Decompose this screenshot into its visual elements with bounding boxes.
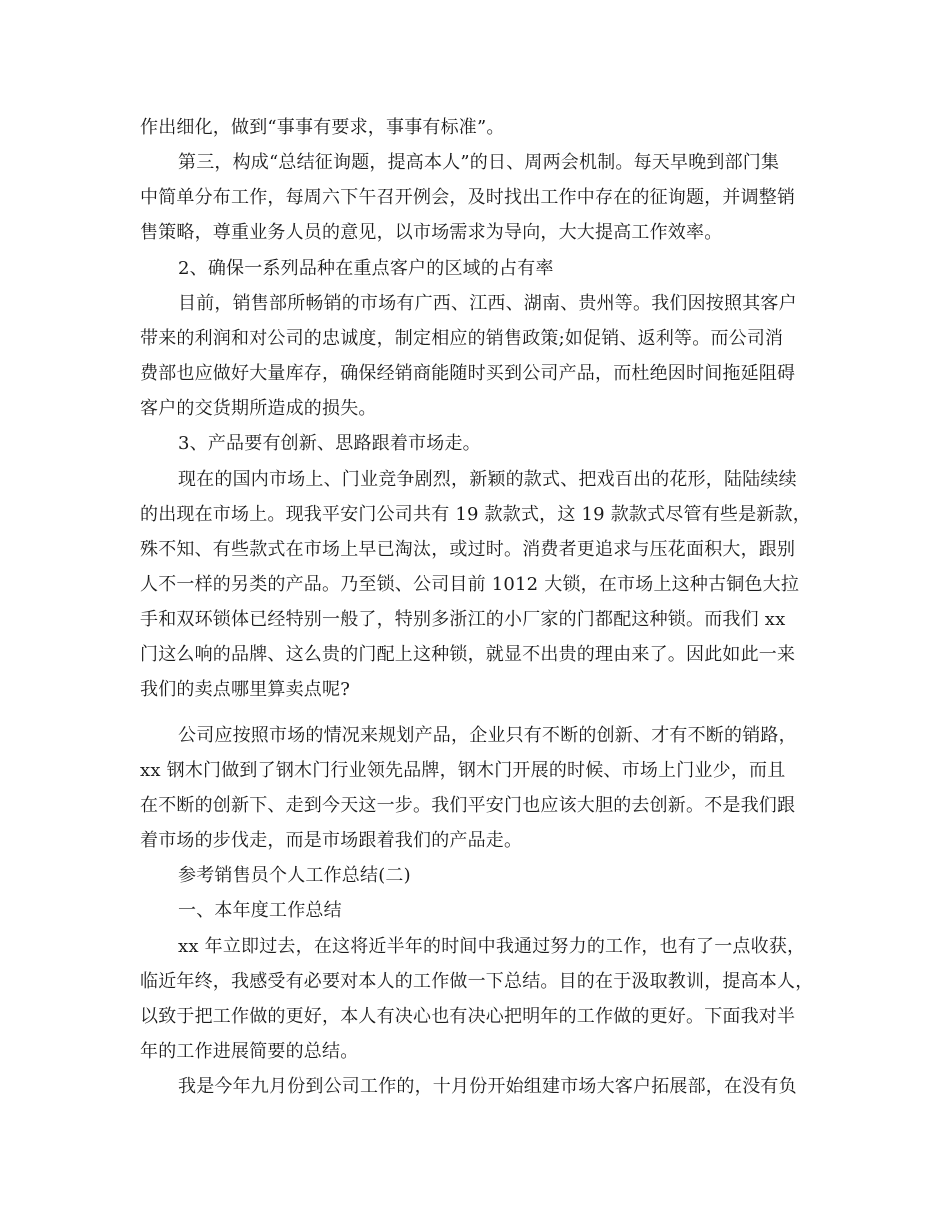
paragraph-line: 年的工作进展简要的总结。 xyxy=(140,1041,359,1062)
paragraph-line: 门这么响的品牌、这么贵的门配上这种锁，就显不出贵的理由来了。因此如此一来 xyxy=(140,644,796,665)
paragraph-line: 的出现在市场上。现我平安门公司共有 19 款款式，这 19 款款式尽管有些是新款， xyxy=(140,504,811,525)
paragraph-line: 人不一样的另类的产品。乃至锁、公司目前 1012 大锁，在市场上这种古铜色大拉 xyxy=(140,574,800,595)
paragraph-line: 手和双环锁体已经特别一般了，特别多浙江的小厂家的门都配这种锁。而我们 xx xyxy=(140,609,786,630)
paragraph-line: 现在的国内市场上、门业竞争剧烈，新颖的款式、把戏百出的花形，陆陆续续 xyxy=(178,469,797,490)
paragraph-line: 我们的卖点哪里算卖点呢? xyxy=(140,679,351,700)
paragraph-line: 临近年终，我感受有必要对本人的工作做一下总结。目的在于汲取教训，提高本人， xyxy=(140,971,814,992)
paragraph-line: 作出细化，做到“事事有要求，事事有标准”。 xyxy=(140,117,505,138)
paragraph-line: 着市场的步伐走，而是市场跟着我们的产品走。 xyxy=(140,830,523,851)
paragraph-line: 费部也应做好大量库存，确保经销商能随时买到公司产品，而杜绝因时间拖延阻碍 xyxy=(140,363,796,384)
paragraph-line: 在不断的创新下、走到今天这一步。我们平安门也应该大胆的去创新。不是我们跟 xyxy=(140,795,796,816)
paragraph-line: 以致于把工作做的更好，本人有决心也有决心把明年的工作做的更好。下面我对半 xyxy=(140,1006,796,1027)
paragraph-line: xx 年立即过去，在这将近半年的时间中我通过努力的工作，也有了一点收获， xyxy=(178,936,806,957)
paragraph-line: 我是今年九月份到公司工作的，十月份开始组建市场大客户拓展部，在没有负 xyxy=(178,1076,797,1097)
paragraph-line: xx 钢木门做到了钢木门行业领先品牌，钢木门开展的时候、市场上门业少，而且 xyxy=(140,760,786,781)
paragraph-line: 售策略，尊重业务人员的意见，以市场需求为导向，大大提高工作效率。 xyxy=(140,222,723,243)
section-title: 参考销售员个人工作总结(二) xyxy=(178,865,411,886)
section-heading: 一、本年度工作总结 xyxy=(178,900,342,921)
paragraph-line: 客户的交货期所造成的损失。 xyxy=(140,398,377,419)
paragraph-line: 公司应按照市场的情况来规划产品，企业只有不断的创新、才有不断的销路， xyxy=(178,725,797,746)
paragraph-line: 第三，构成“总结征询题，提高本人”的日、周两会机制。每天早晚到部门集 xyxy=(178,152,780,173)
paragraph-line: 目前，销售部所畅销的市场有广西、江西、湖南、贵州等。我们因按照其客户 xyxy=(178,293,797,314)
paragraph-line: 殊不知、有些款式在市场上早已淘汰，或过时。消费者更追求与压花面积大，跟别 xyxy=(140,539,796,560)
paragraph-line: 带来的利润和对公司的忠诚度，制定相应的销售政策;如促销、返利等。而公司消 xyxy=(140,328,784,349)
section-heading: 2、确保一系列品种在重点客户的区域的占有率 xyxy=(178,258,554,279)
paragraph-line: 中简单分布工作，每周六下午召开例会，及时找出工作中存在的征询题，并调整销 xyxy=(140,187,796,208)
section-heading: 3、产品要有创新、思路跟着市场走。 xyxy=(178,433,481,454)
